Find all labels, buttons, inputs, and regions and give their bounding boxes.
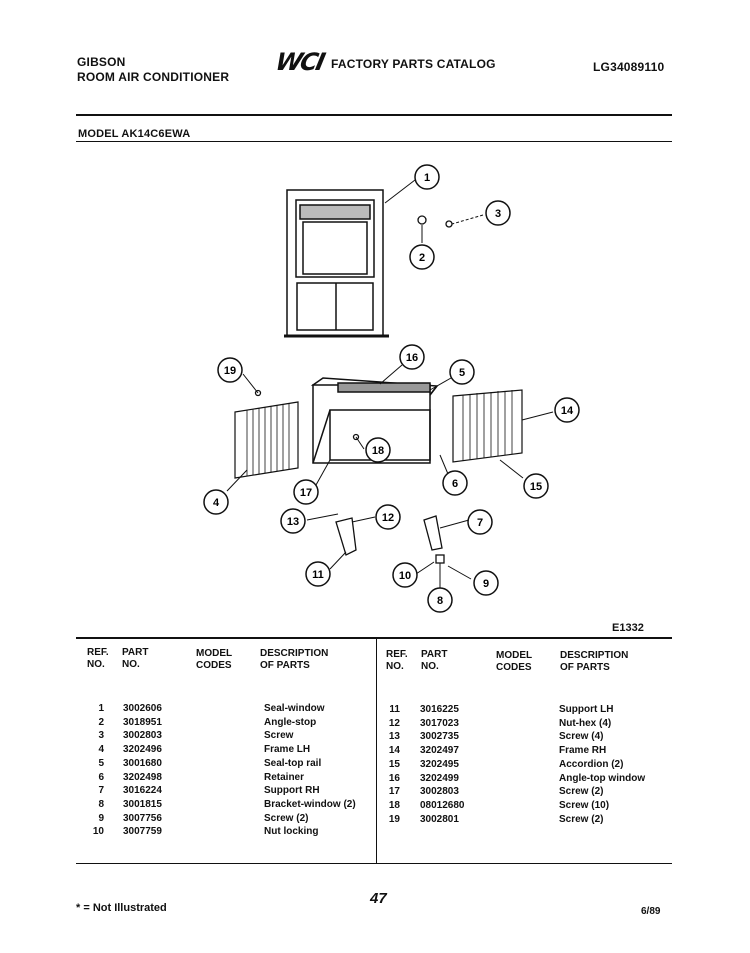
- product-name: ROOM AIR CONDITIONER: [77, 70, 230, 84]
- right-ref-column: [380, 703, 400, 826]
- part-number: 3002803: [420, 786, 459, 798]
- part-number: 3017023: [420, 717, 459, 729]
- callout-19: 19: [223, 365, 237, 377]
- page-number: 47: [370, 890, 387, 907]
- side-frame-rh: [453, 390, 522, 462]
- callout-12: 12: [381, 512, 395, 524]
- part-number: 3002606: [123, 703, 162, 714]
- part-number: 3007756: [123, 812, 162, 824]
- table-row: 15: [388, 758, 400, 770]
- table-row: 10: [92, 826, 104, 838]
- callout-4: 4: [212, 497, 220, 509]
- left-part-column: [123, 702, 162, 839]
- part-description: Screw (10): [559, 799, 610, 811]
- part-description: Bracket-window (2): [264, 798, 356, 810]
- callout-1: 1: [423, 172, 431, 184]
- wci-logo: WCI: [273, 48, 326, 76]
- part-description: Accordion (2): [559, 758, 624, 770]
- callout-14: 14: [560, 405, 574, 417]
- table-row: 16: [388, 772, 400, 784]
- table-bottom-rule: [76, 863, 672, 864]
- callout-8: 8: [436, 595, 444, 607]
- part-description: Screw (2): [264, 812, 309, 824]
- table-row: 17: [388, 786, 400, 798]
- part-number: 3001680: [123, 757, 162, 769]
- model-number: MODEL AK14C6EWA: [78, 128, 191, 140]
- callout-10: 10: [398, 570, 412, 582]
- table-row: 9: [98, 812, 104, 824]
- table-row: 18: [388, 799, 400, 811]
- part-number: 3007759: [123, 826, 162, 838]
- catalog-title: FACTORY PARTS CATALOG: [331, 57, 496, 71]
- print-date: 6/89: [641, 906, 661, 917]
- part-number: 3202495: [420, 758, 459, 770]
- window-seal-panel: [284, 190, 389, 336]
- brand-name: GIBSON: [77, 55, 126, 69]
- callout-5: 5: [458, 367, 466, 379]
- table-divider: [376, 639, 377, 864]
- part-description: Retainer: [264, 771, 305, 783]
- part-description: Support RH: [264, 785, 320, 797]
- callout-2: 2: [418, 252, 426, 264]
- part-number: 3001815: [123, 798, 162, 810]
- right-header-ref: REF. NO.: [386, 649, 408, 672]
- part-number: 08012680: [420, 799, 465, 811]
- callout-7: 7: [476, 517, 484, 529]
- part-number: 3202496: [123, 744, 162, 756]
- table-row: 3: [98, 730, 104, 742]
- part-description: Frame LH: [264, 744, 311, 756]
- part-description: Frame RH: [559, 745, 607, 757]
- table-top-rule: [76, 637, 672, 639]
- callout-6: 6: [451, 478, 459, 490]
- left-header-desc: DESCRIPTION OF PARTS: [260, 648, 329, 671]
- part-number: 3002735: [420, 731, 459, 743]
- side-frame-lh: [235, 402, 298, 478]
- part-number: 3002803: [123, 730, 162, 742]
- table-row: 19: [388, 813, 400, 825]
- footnote: * = Not Illustrated: [76, 902, 167, 914]
- table-row: 11: [389, 704, 400, 715]
- part-number: 3202498: [123, 771, 162, 783]
- diagram-code: E1332: [612, 622, 644, 634]
- callout-13: 13: [286, 516, 300, 528]
- part-description: Nut-hex (4): [559, 717, 612, 729]
- callout-11: 11: [312, 569, 324, 581]
- right-header-part: PART NO.: [421, 649, 448, 672]
- part-description: Seal-top rail: [264, 757, 322, 769]
- table-row: 12: [388, 717, 400, 729]
- catalog-number: LG34089110: [593, 60, 665, 74]
- table-row: 5: [98, 757, 104, 769]
- part-number: 3202499: [420, 772, 459, 784]
- left-header-part: PART NO.: [122, 647, 149, 670]
- part-description: Support LH: [559, 704, 614, 715]
- right-header-desc: DESCRIPTION OF PARTS: [560, 650, 629, 673]
- callout-16: 16: [405, 352, 419, 364]
- table-row: 7: [98, 785, 104, 797]
- right-desc-column: [559, 703, 645, 826]
- table-row: 6: [98, 771, 104, 783]
- part-number: 3016225: [420, 704, 459, 715]
- callout-9: 9: [482, 578, 490, 590]
- left-header-model: MODEL CODES: [196, 648, 233, 671]
- left-header-ref: REF. NO.: [87, 647, 109, 670]
- table-row: 2: [98, 716, 104, 728]
- right-header-model: MODEL CODES: [496, 650, 533, 673]
- callout-18: 18: [371, 445, 385, 457]
- part-number: 3202497: [420, 745, 459, 757]
- left-ref-column: [80, 702, 104, 839]
- table-row: 8: [98, 798, 104, 810]
- table-row: 1: [98, 703, 104, 714]
- callout-15: 15: [529, 481, 543, 493]
- part-description: Screw (4): [559, 731, 604, 743]
- part-description: Angle-stop: [264, 716, 317, 728]
- part-description: Screw (2): [559, 786, 604, 798]
- table-row: 14: [388, 745, 400, 757]
- table-row: 4: [98, 744, 104, 756]
- part-number: 3018951: [123, 716, 162, 728]
- part-description: Angle-top window: [559, 772, 646, 784]
- part-description: Nut locking: [264, 826, 319, 838]
- part-number: 3016224: [123, 785, 162, 797]
- part-description: Seal-window: [264, 703, 325, 714]
- part-description: Screw: [264, 730, 294, 742]
- part-number: 3002801: [420, 813, 459, 825]
- callout-17: 17: [299, 487, 313, 499]
- callout-3: 3: [494, 208, 502, 220]
- part-description: Screw (2): [559, 813, 604, 825]
- left-desc-column: [264, 702, 356, 839]
- table-row: 13: [388, 731, 400, 743]
- right-part-column: [420, 703, 465, 826]
